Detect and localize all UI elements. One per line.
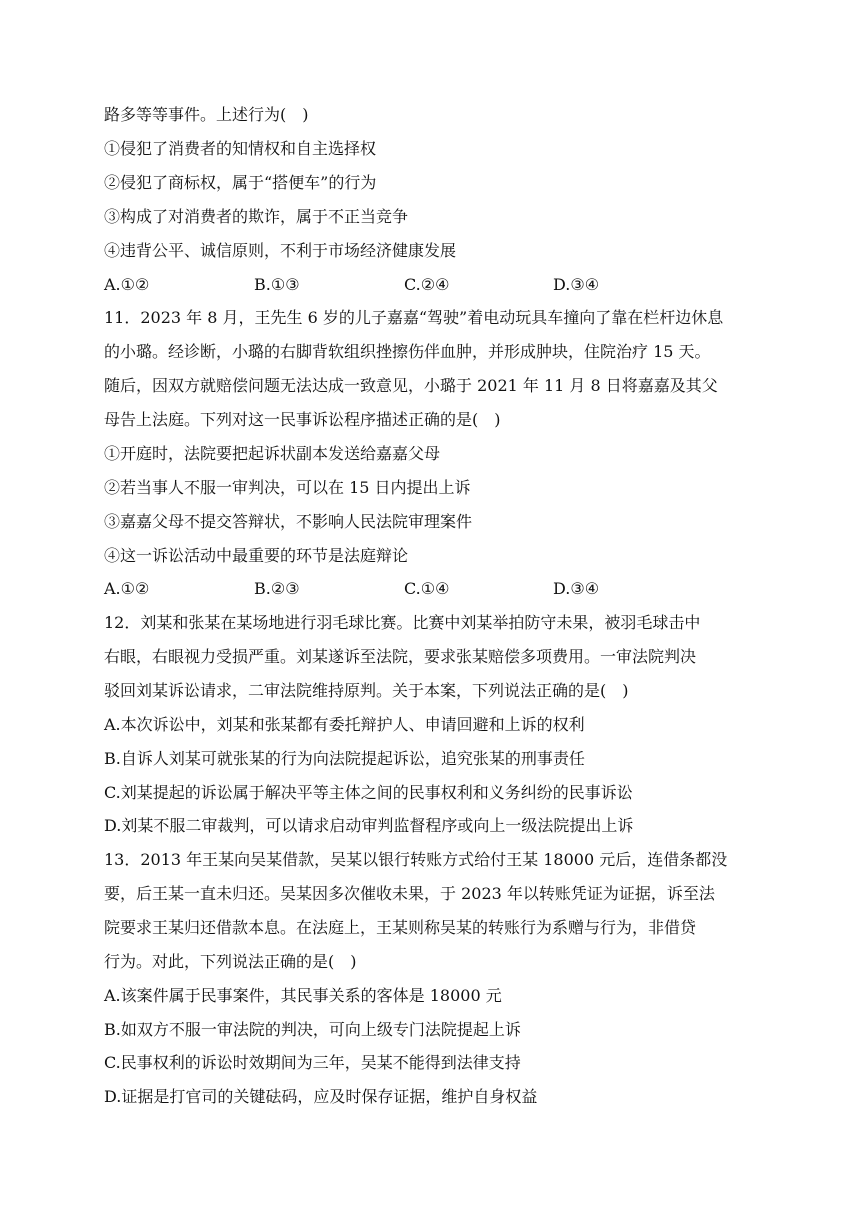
q13-choice-a: A.该案件属于民事案件，其民事关系的客体是 18000 元 [104, 986, 502, 1005]
q13-choice-b: B.如双方不服一审法院的判决，可向上级专门法院提起上诉 [104, 1020, 521, 1039]
q11-item-2: ②若当事人不服一审判决，可以在 15 日内提出上诉 [104, 478, 471, 497]
q11-stem-line-1: 11．2023 年 8 月，王先生 6 岁的儿子嘉嘉“驾驶”着电动玩具车撞向了靠在栏杆边休息 [104, 308, 724, 327]
q11-item-4: ④这一诉讼活动中最重要的环节是法庭辩论 [104, 546, 409, 565]
q12-choice-c: C.刘某提起的诉讼属于解决平等主体之间的民事权利和义务纠纷的民事诉讼 [104, 783, 633, 802]
q12-choice-b: B.自诉人刘某可就张某的行为向法院提起诉讼，追究张某的刑事责任 [104, 749, 585, 768]
q12-stem-line-3: 驳回刘某诉讼请求，二审法院维持原判。关于本案，下列说法正确的是( ) [104, 681, 629, 700]
q10-item-1: ①侵犯了消费者的知情权和自主选择权 [104, 139, 377, 158]
q12-stem-line-1: 12．刘某和张某在某场地进行羽毛球比赛。比赛中刘某举拍防守未果，被羽毛球击中 [104, 613, 701, 632]
q10-item-4: ④违背公平、诚信原则，不利于市场经济健康发展 [104, 241, 457, 260]
q11-option-a: A.①② [104, 579, 150, 598]
q11-option-d: D.③④ [553, 579, 600, 598]
q11-stem-line-2: 的小璐。经诊断，小璐的右脚背软组织挫擦伤伴血肿，并形成肿块，住院治疗 15 天。 [104, 342, 711, 361]
q12-choice-a: A.本次诉讼中，刘某和张某都有委托辩护人、申请回避和上诉的权利 [104, 715, 585, 734]
q10-item-2: ②侵犯了商标权，属于“搭便车”的行为 [104, 173, 377, 192]
q11-option-c: C.①④ [404, 579, 450, 598]
q10-stem-tail: 路多等等事件。上述行为( ) [104, 105, 309, 124]
q12-choice-d: D.刘某不服二审裁判，可以请求启动审判监督程序或向上一级法院提出上诉 [104, 816, 634, 835]
q11-item-1: ①开庭时，法院要把起诉状副本发送给嘉嘉父母 [104, 444, 441, 463]
q11-item-3: ③嘉嘉父母不提交答辩状，不影响人民法院审理案件 [104, 512, 473, 531]
q13-stem-line-1: 13．2013 年王某向吴某借款，吴某以银行转账方式给付王某 18000 元后，连借条都没 [104, 850, 728, 869]
q11-stem-line-3: 随后，因双方就赔偿问题无法达成一致意见，小璐于 2021 年 11 月 8 日将嘉嘉及其父 [104, 376, 718, 395]
q10-option-a: A.①② [104, 275, 150, 294]
q11-option-b: B.②③ [254, 579, 300, 598]
q13-choice-c: C.民事权利的诉讼时效期间为三年，吴某不能得到法律支持 [104, 1053, 521, 1072]
q11-stem-line-4: 母告上法庭。下列对这一民事诉讼程序描述正确的是( ) [104, 410, 501, 429]
q12-stem-line-2: 右眼，右眼视力受损严重。刘某遂诉至法院，要求张某赔偿多项费用。一审法院判决 [104, 647, 697, 666]
q11-options [104, 578, 764, 600]
q13-choice-d: D.证据是打官司的关键砝码，应及时保存证据，维护自身权益 [104, 1087, 538, 1106]
q10-option-c: C.②④ [404, 275, 450, 294]
q10-option-d: D.③④ [553, 275, 600, 294]
q13-stem-line-4: 行为。对此，下列说法正确的是( ) [104, 952, 357, 971]
q10-option-b: B.①③ [254, 275, 300, 294]
q10-item-3: ③构成了对消费者的欺诈，属于不正当竞争 [104, 207, 409, 226]
q13-stem-line-2: 要，后王某一直未归还。吴某因多次催收未果，于 2023 年以转账凭证为证据，诉至法 [104, 884, 715, 903]
q10-options [104, 274, 764, 296]
q13-stem-line-3: 院要求王某归还借款本息。在法庭上，王某则称吴某的转账行为系赠与行为，非借贷 [104, 918, 697, 937]
